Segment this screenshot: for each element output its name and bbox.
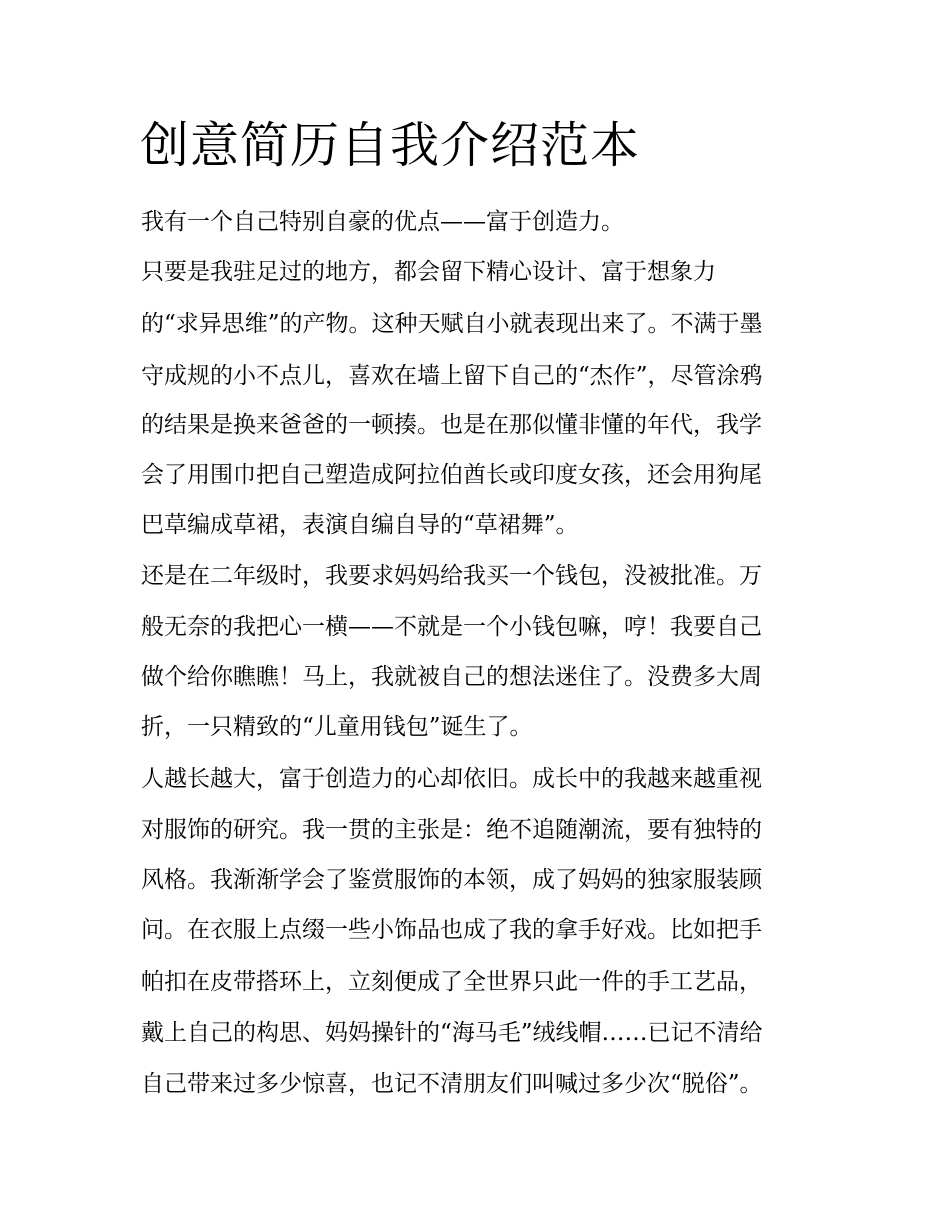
body-line: 人越长越大，富于创造力的心却依旧。成长中的我越来越重视 — [141, 766, 762, 792]
body-line: 的结果是换来爸爸的一顿揍。也是在那似懂非懂的年代，我学 — [141, 412, 762, 438]
body-line: 帕扣在皮带搭环上，立刻便成了全世界只此一件的手工艺品， — [141, 969, 762, 995]
body-line: 戴上自己的构思、妈妈操针的“海马毛”绒线帽……已记不清给 — [141, 1020, 763, 1046]
body-line: 自己带来过多少惊喜，也记不清朋友们叫喊过多少次“脱俗”。 — [141, 1071, 763, 1097]
body-line: 巴草编成草裙，表演自编自导的“草裙舞”。 — [141, 512, 579, 538]
body-line: 对服饰的研究。我一贯的主张是：绝不追随潮流，要有独特的 — [141, 817, 762, 843]
body-line: 般无奈的我把心一横——不就是一个小钱包嘛，哼！我要自己 — [141, 614, 762, 640]
body-line: 的“求异思维”的产物。这种天赋自小就表现出来了。不满于墨 — [141, 311, 763, 337]
document-title: 创意简历自我介绍范本 — [140, 117, 641, 174]
body-line: 折，一只精致的“儿童用钱包”诞生了。 — [141, 714, 533, 740]
body-line: 还是在二年级时，我要求妈妈给我买一个钱包，没被批准。万 — [141, 563, 762, 589]
body-line: 只要是我驻足过的地方，都会留下精心设计、富于想象力 — [141, 259, 716, 285]
body-line: 会了用围巾把自己塑造成阿拉伯酋长或印度女孩，还会用狗尾 — [141, 462, 762, 488]
body-line: 我有一个自己特别自豪的优点——富于创造力。 — [141, 209, 624, 235]
body-line: 问。在衣服上点缀一些小饰品也成了我的拿手好戏。比如把手 — [141, 917, 762, 943]
body-line: 守成规的小不点儿，喜欢在墙上留下自己的“杰作”，尽管涂鸦 — [141, 363, 763, 389]
body-line: 做个给你瞧瞧！马上，我就被自己的想法迷住了。没费多大周 — [141, 664, 762, 690]
body-line: 风格。我渐渐学会了鉴赏服饰的本领，成了妈妈的独家服装顾 — [141, 867, 762, 893]
